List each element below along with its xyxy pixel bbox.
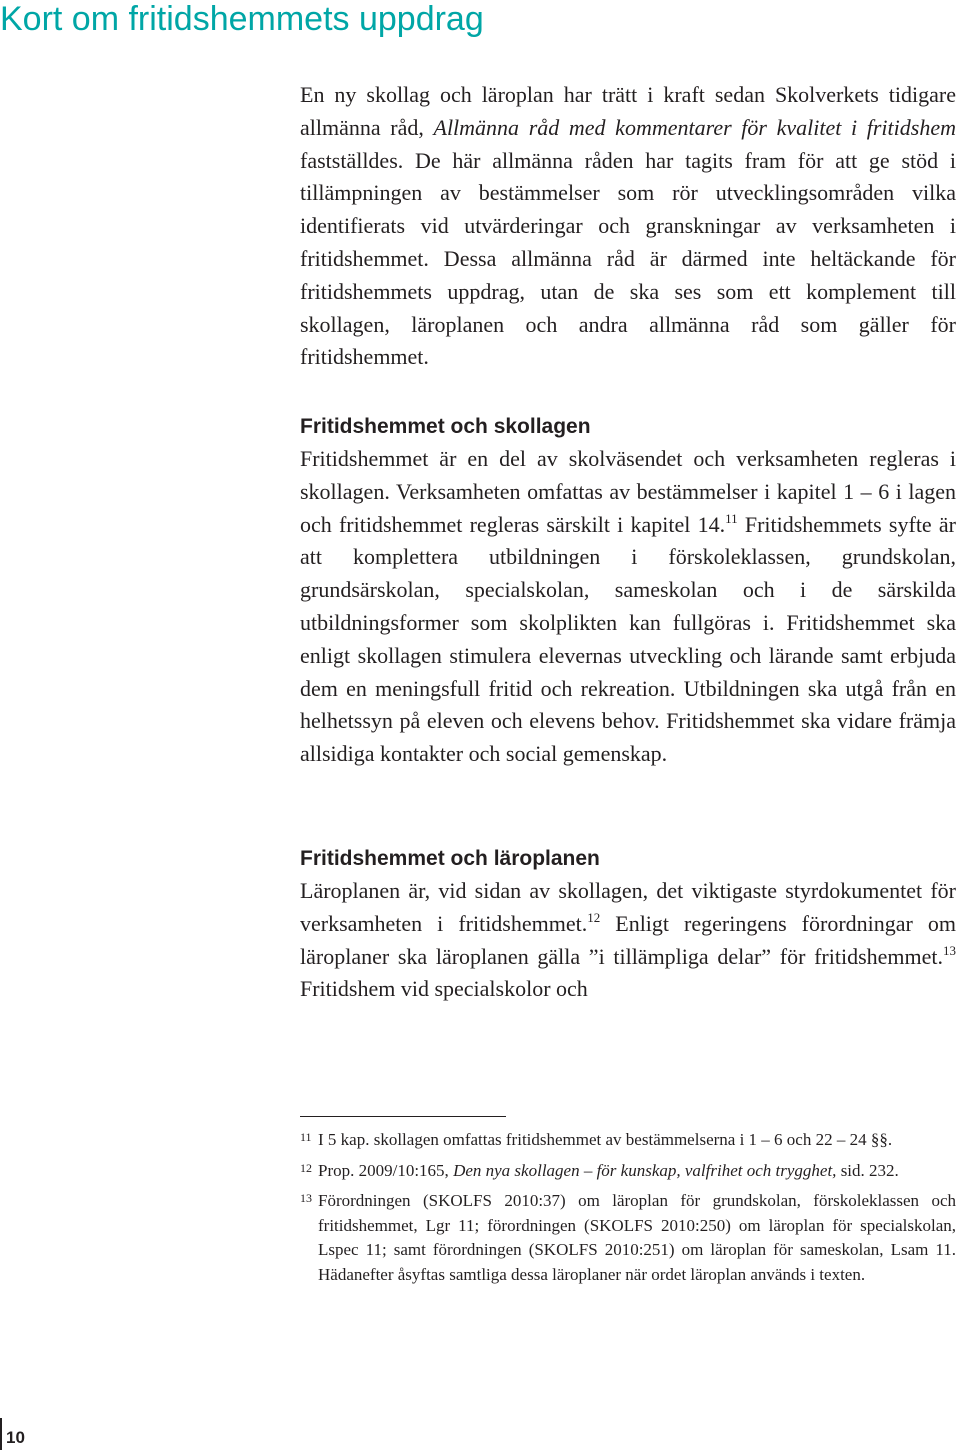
skollagen-text-end: Fritidshemmets syfte är att komplettera utbildningen i förskoleklassen, grundskolan, grundsärskolan, specialskolan, sameskolan och i de särskilda utbildningsformer som skolplikten kan fullgöras i. Fritidshemmet ska enligt skollagen stimulera elevernas utveckling och lärande samt erbjuda dem en meningsfull fritid och rekreation. Utbildningen ska utgå från en helhetssyn på eleven och elevens behov. Fritidshemmet ska vidare främja allsidiga kontakter och social gemenskap. (300, 511, 956, 767)
section-heading-skollagen: Fritidshemmet och skollagen (300, 415, 591, 438)
section-heading-laroplanen: Fritidshemmet och läroplanen (300, 847, 600, 870)
footnote-12 (300, 1159, 956, 1184)
section-paragraph-laroplanen (300, 875, 956, 1006)
laroplanen-text-1: Läroplanen är, vid sidan av skollagen, det viktigaste styrdokumentet för verksamheten i fritidshemmet. (300, 878, 956, 936)
intro-text-end: fastställdes. De här allmänna råden har tagits fram för att ge stöd i tillämpningen av bestämmelser som rör utvecklingsområden vilka identifierats vid utvärderingar och granskningar av verksamheten i fritidshemmet. Dessa allmänna råd är därmed inte heltäckande för fritidshemmets uppdrag, utan de ska ses som ett komplement till skollagen, läroplanen och andra allmänna råd som gäller för fritidshemmet. (300, 147, 956, 370)
footnote-ref-11[interactable]: 11 (725, 510, 738, 526)
page-number: 10 (6, 1428, 25, 1447)
section-paragraph-skollagen (300, 443, 956, 771)
footnote-ref-13[interactable]: 13 (943, 942, 956, 958)
footnote-divider (300, 1116, 506, 1117)
laroplanen-text-3: Fritidshem vid specialskolor och (300, 976, 588, 1002)
footnote-text: Förordningen (SKOLFS 2010:37) om läroplan för grundskolan, förskoleklassen och fritidshemmet, Lgr 11; förordningen (SKOLFS 2010:250) om läroplan för specialskolan, Lspec 11; samt förordningen (SKOLFS 2010:251) om läroplan för sameskolan, Lsam 11. Hädanefter åsyftas samtliga dessa läroplaner när ordet läroplan används i texten. (318, 1191, 956, 1284)
skollagen-text-start: Fritidshemmet är en del av skolväsendet och verksamheten regleras i skollagen. Verksamheten omfattas av bestämmelser i kapitel 1 – 6 i lagen och fritidshemmet regleras särskilt i kapitel 14. (300, 446, 956, 537)
footnote-number: 12 (300, 1160, 312, 1175)
footnote-number: 11 (300, 1130, 312, 1144)
intro-italic-title: Allmänna råd med kommentarer för kvalitet i fritidshem (433, 114, 956, 140)
footnote-ref-12[interactable]: 12 (587, 909, 601, 925)
footnote-11 (300, 1128, 956, 1153)
footnote-italic-title: Den nya skollagen – för kunskap, valfrihet och trygghet, (453, 1160, 837, 1180)
intro-section (300, 79, 956, 374)
laroplanen-text-2: Enligt regeringens förordningar om läroplaner ska läroplanen gälla ”i tillämpliga delar” för fritidshemmet. (300, 910, 956, 969)
footnotes-list (300, 1128, 956, 1294)
footnote-text-start: Prop. 2009/10:165, (318, 1160, 454, 1180)
footnote-13 (300, 1189, 956, 1287)
footnote-text-end: sid. 232. (836, 1160, 899, 1180)
page-title: Kort om fritidshemmets uppdrag (0, 0, 484, 38)
intro-paragraph (300, 79, 956, 374)
footnote-number: 13 (300, 1191, 312, 1206)
intro-text-start: En ny skollag och läroplan har trätt i kraft sedan Skolverkets tidigare allmänna råd, (300, 82, 956, 140)
footnote-text: I 5 kap. skollagen omfattas fritidshemmet av bestämmelserna i 1 – 6 och 22 – 24 §§. (318, 1130, 893, 1149)
section-skollagen (300, 411, 956, 771)
section-laroplanen (300, 843, 956, 1006)
footnote-text (318, 1159, 956, 1184)
page-number-marker (0, 1418, 2, 1450)
